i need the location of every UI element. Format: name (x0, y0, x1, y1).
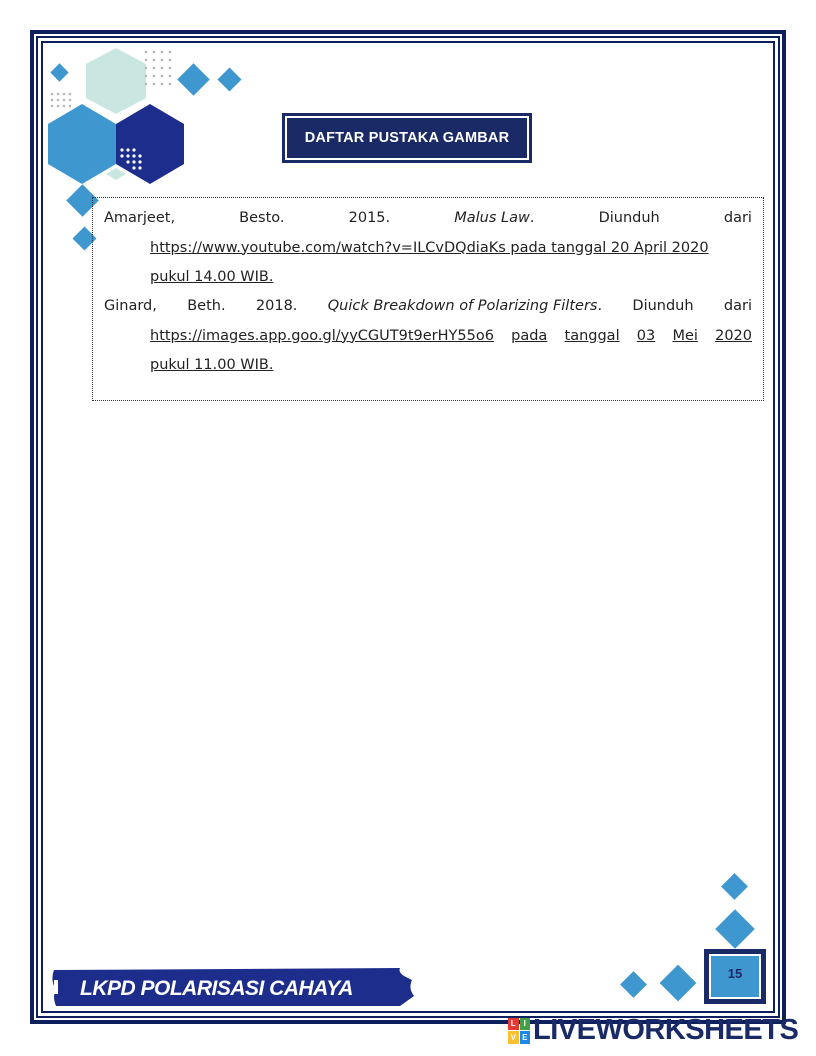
page-title-box (282, 113, 532, 163)
reference-entry (104, 292, 752, 381)
hexagon-light (86, 48, 146, 114)
reference-date-word[interactable]: tanggal (564, 327, 620, 344)
reference-entry (104, 204, 752, 293)
page-number: 15 (727, 966, 743, 981)
reference-title-group (454, 204, 534, 234)
reference-title-group (328, 292, 602, 322)
logo-letter: E (520, 1031, 531, 1044)
reference-title: Malus Law (454, 210, 530, 226)
reference-first-line (104, 292, 752, 322)
reference-time-link[interactable]: pukul 11.00 WIB. (150, 357, 274, 373)
reference-date-word[interactable]: 03 (636, 327, 656, 344)
reference-date-word[interactable]: 2020 (715, 327, 752, 344)
reference-first-line (104, 204, 752, 234)
reference-time-link[interactable]: pukul 14.00 WIB. (150, 269, 274, 285)
hexagon-blue (48, 104, 116, 184)
logo-letter: V (508, 1031, 519, 1044)
page-title: DAFTAR PUSTAKA GAMBAR (304, 130, 510, 146)
reference-author-name: Beth. (187, 298, 226, 314)
reference-link[interactable]: https://www.youtube.com/watch?v=ILCvDQdiaKs pada tanggal 20 April 2020 (150, 239, 709, 256)
reference-link-line (150, 322, 752, 352)
reference-downloaded: Diunduh (598, 210, 660, 226)
dot-pattern-left (51, 93, 72, 108)
reference-title-period: . (597, 298, 603, 314)
dot-pattern-top (145, 51, 172, 86)
small-diamond-light (106, 168, 126, 180)
reference-link[interactable]: https://images.app.goo.gl/yyCGUT9t9erHY55o6 (150, 327, 494, 344)
reference-author: Amarjeet, (104, 210, 176, 226)
reference-continuation (104, 263, 752, 293)
reference-from: dari (723, 298, 752, 314)
reference-downloaded: Diunduh (632, 298, 694, 314)
reference-year: 2018. (255, 298, 298, 314)
reference-continuation (104, 351, 752, 381)
liveworksheets-wordmark: LIVEWORKSHEETS (533, 1014, 799, 1046)
page-number-box (704, 949, 766, 1004)
page-border-inner (41, 41, 775, 1013)
page-number-inner (709, 954, 761, 999)
reference-continuation (104, 322, 752, 352)
reference-date-word[interactable]: pada (511, 327, 548, 344)
reference-title-period: . (529, 210, 535, 226)
reference-year: 2015. (348, 210, 391, 226)
reference-title: Quick Breakdown of Polarizing Filters (327, 298, 598, 314)
reference-author-name: Besto. (239, 210, 285, 226)
hexagon-navy (116, 104, 184, 184)
logo-letter: L (508, 1018, 519, 1031)
footer-title: LKPD POLARISASI CAHAYA (80, 977, 353, 1000)
hexagon-decoration (46, 46, 246, 186)
reference-date-word[interactable]: Mei (672, 327, 698, 344)
liveworksheets-logo-icon (508, 1018, 530, 1044)
reference-author: Ginard, (104, 298, 157, 314)
reference-from: dari (723, 210, 752, 226)
reference-continuation (104, 234, 752, 264)
logo-letter: I (520, 1018, 531, 1031)
liveworksheets-watermark[interactable] (508, 1014, 798, 1047)
